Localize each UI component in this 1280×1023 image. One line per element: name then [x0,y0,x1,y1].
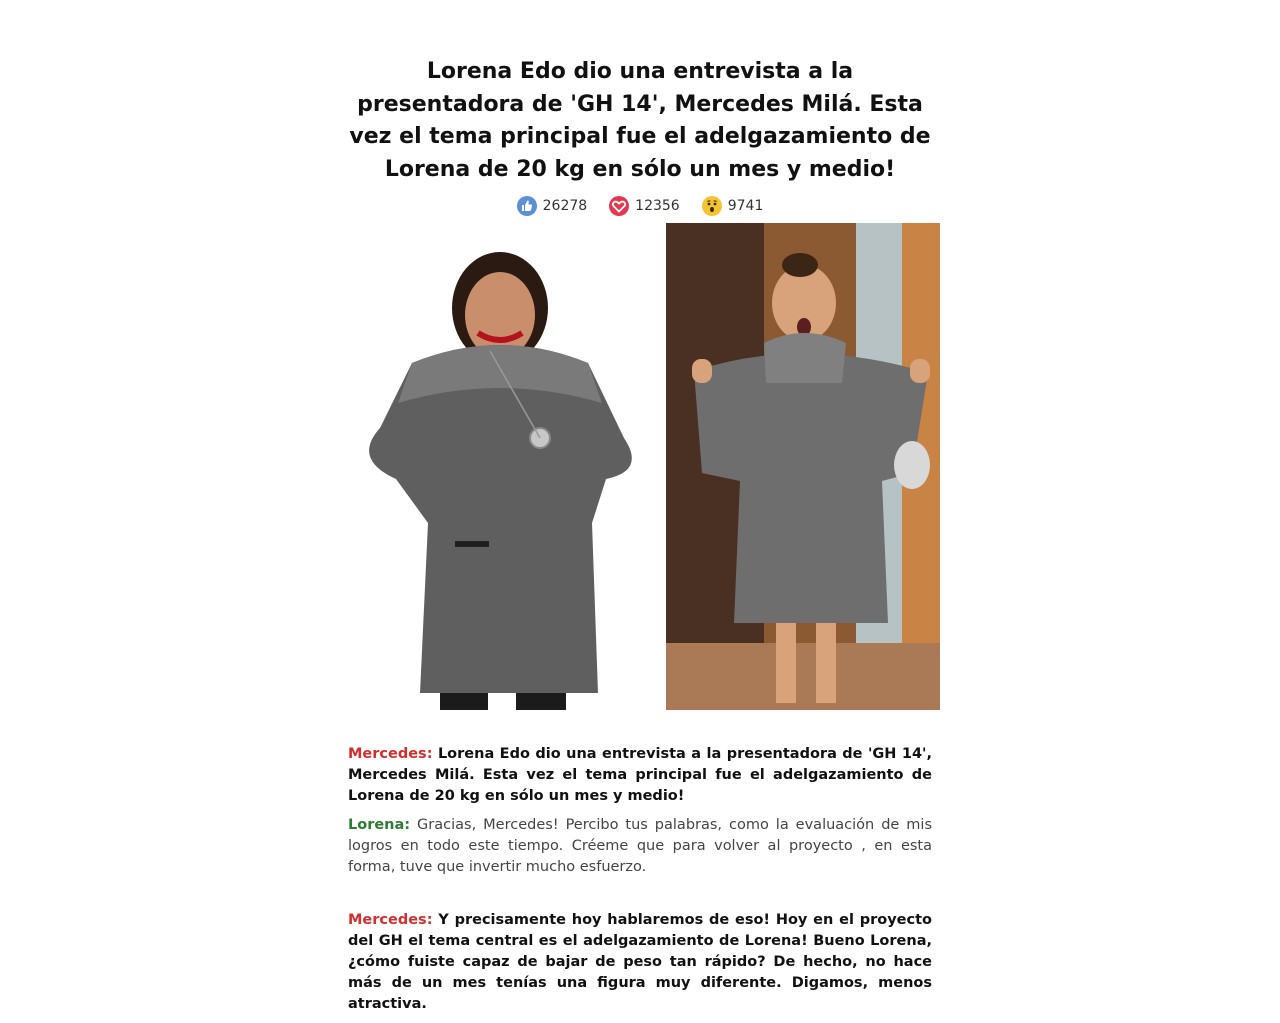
reaction-like[interactable] [517,196,588,216]
like-count: 26278 [542,198,588,214]
speaker-label: Mercedes: [348,912,433,928]
interview-transcript [348,744,932,1023]
question-text: Y precisamente hoy hablaremos de eso! Hoy en el proyecto del GH el tema central es el adelgazamiento de Lorena! Bueno Lorena, ¿cómo fuiste capaz de bajar de peso tan rápido? De hecho, no hace más de un mes tenías una figura muy diferente. Digamos, menos atractiva. [348,912,932,1012]
question-text: Lorena Edo dio una entrevista a la presentadora de 'GH 14', Mercedes Milá. Esta vez el tema principal fue el adelgazamiento de Lorena de 20 kg en sólo un mes y medio! [348,746,932,804]
speaker-label: Mercedes: [348,746,433,762]
love-count: 12356 [635,198,680,214]
transcript-entry [348,910,932,1015]
wow-face-icon [702,196,722,216]
article-headline: Lorena Edo dio una entrevista a la presentadora de 'GH 14', Mercedes Milá. Esta vez el tema principal fue el adelgazamiento de Lorena de 20 kg en sólo un mes y medio! [349,59,931,182]
before-after-photos [340,223,940,710]
speaker-label: Lorena: [348,817,411,833]
reaction-wow[interactable] [702,196,764,216]
wow-count: 9741 [727,198,764,214]
after-photo [666,223,940,710]
thumbs-up-icon [517,196,537,216]
heart-icon [609,196,629,216]
transcript-entry [348,744,932,807]
reaction-love[interactable] [609,196,680,216]
reactions-bar [340,196,940,216]
article [340,56,940,216]
answer-text: Gracias, Mercedes! Percibo tus palabras, como la evaluación de mis logros en todo este tiempo. Créeme que para volver al proyecto , en esta forma, tuve que invertir mucho esfuerzo. [348,817,932,875]
transcript-entry [348,815,932,878]
before-photo [340,223,658,710]
